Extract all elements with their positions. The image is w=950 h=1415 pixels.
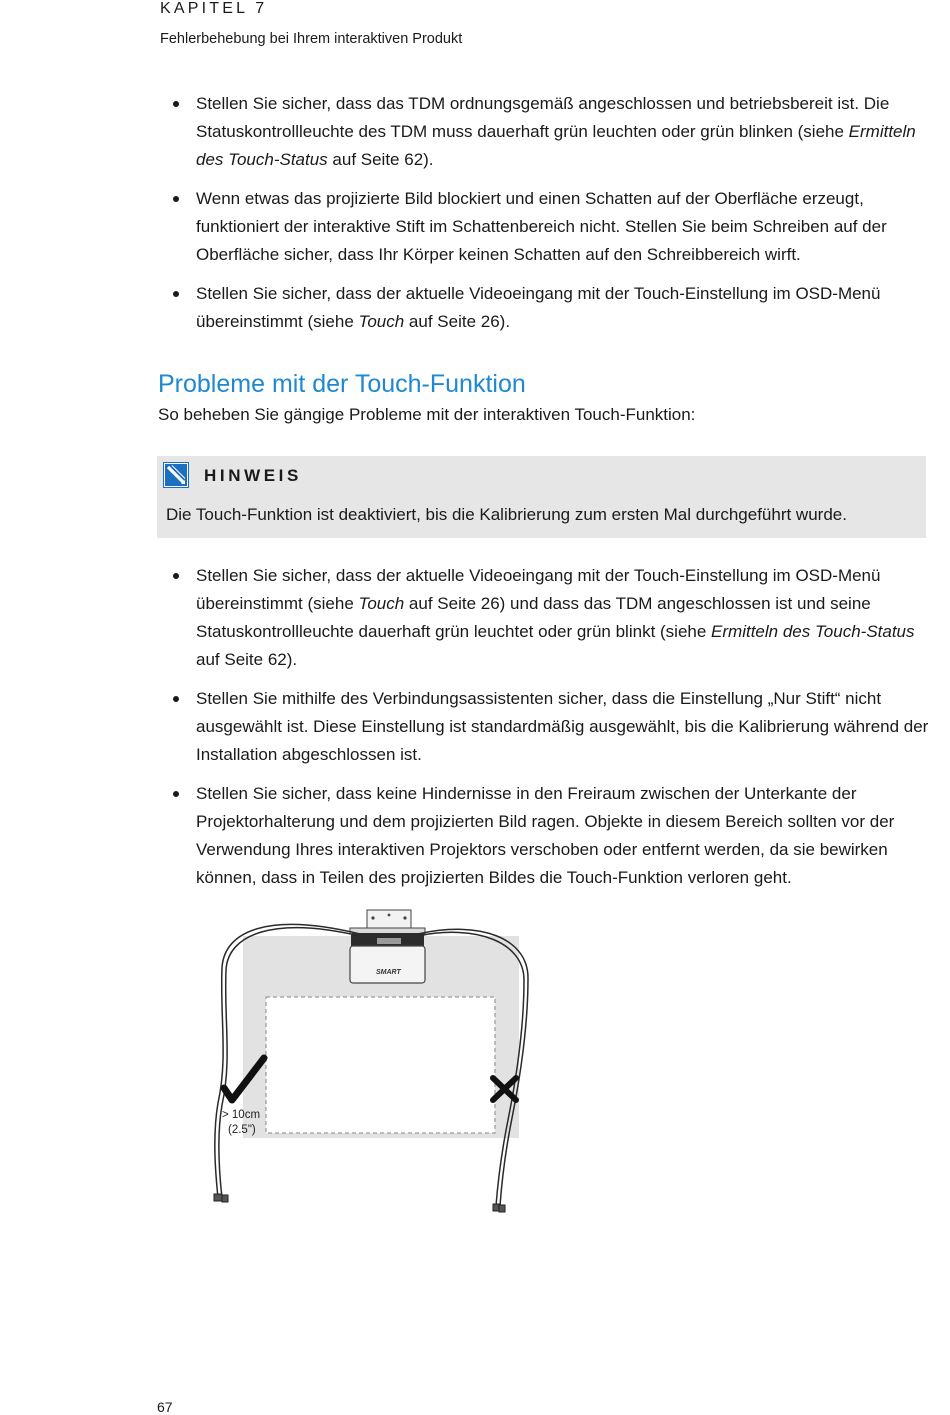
bullet-icon <box>173 196 179 202</box>
projector-body <box>350 946 425 983</box>
list-item: Wenn etwas das projizierte Bild blockiert und einen Schatten auf der Oberfläche erzeugt, funktioniert der interaktive Stift im Schattenbereich nicht. Stellen Sie beim Schreiben auf der Oberfläche sicher, dass Ihr Körper keinen Schatten auf den Schreibbereich wirft. <box>160 185 930 269</box>
bullet-icon <box>173 696 179 702</box>
bullet-icon <box>173 291 179 297</box>
note-title: HINWEIS <box>204 466 302 485</box>
cross-reference-link[interactable]: Touch <box>358 312 405 331</box>
chapter-title: Fehlerbehebung bei Ihrem interaktiven Produkt <box>160 31 463 47</box>
list-item: Stellen Sie mithilfe des Verbindungsassistenten sicher, dass die Einstellung „Nur Stift“ nicht ausgewählt ist. Diese Einstellung ist standardmäßig ausgewählt, bis die Kalibrierung während der Installation abgeschlossen ist. <box>160 685 930 769</box>
projector-brand-label: SMART <box>376 969 401 976</box>
chapter-label: KAPITEL 7 <box>160 0 268 17</box>
list-item: Stellen Sie sicher, dass der aktuelle Videoeingang mit der Touch-Einstellung im OSD-Menü übereinstimmt (siehe Touch auf Seite 26) und dass das TDM angeschlossen ist und seine Statuskontrollleuchte dauerhaft grün leuchtet oder grün blinkt (siehe Ermitteln des Touch-Status auf Seite 62). <box>160 562 930 674</box>
list-item: Stellen Sie sicher, dass keine Hindernisse in den Freiraum zwischen der Unterkante der Projektorhalterung und dem projizierten Bild ragen. Objekte in diesem Bereich sollten vor der Verwendung Ihres interaktiven Projektors verschoben oder entfernt werden, da sie bewirken können, dass in Teilen des projizierten Bildes die Touch-Funktion verloren geht. <box>160 780 930 892</box>
note-text: Die Touch-Funktion ist deaktiviert, bis die Kalibrierung zum ersten Mal durchgeführt wurde. <box>166 505 847 524</box>
bullet-icon <box>173 101 179 107</box>
note-box <box>157 456 926 538</box>
section-heading: Probleme mit der Touch-Funktion <box>158 370 526 398</box>
troubleshooting-list-1 <box>160 90 930 347</box>
troubleshooting-list-2 <box>160 562 930 903</box>
bullet-icon <box>173 791 179 797</box>
clearance-metric-label: > 10cm <box>222 1109 261 1121</box>
cross-reference-link[interactable]: Ermitteln des Touch-Status <box>711 622 915 641</box>
cross-reference-link[interactable]: Touch <box>358 594 405 613</box>
clearance-imperial-label: (2.5") <box>228 1124 256 1136</box>
section-intro: So beheben Sie gängige Probleme mit der interaktiven Touch-Funktion: <box>158 405 696 424</box>
bullet-icon <box>173 573 179 579</box>
list-item: Stellen Sie sicher, dass der aktuelle Videoeingang mit der Touch-Einstellung im OSD-Menü übereinstimmt (siehe Touch auf Seite 26). <box>160 280 930 336</box>
projected-image-area <box>266 997 495 1133</box>
pencil-note-icon <box>163 462 189 493</box>
cross-reference-link[interactable]: Ermitteln des Touch-Status <box>196 122 916 169</box>
page-number: 67 <box>157 1399 173 1415</box>
projector-clearance-illustration <box>210 908 530 1223</box>
list-item: Stellen Sie sicher, dass das TDM ordnungsgemäß angeschlossen und betriebsbereit ist. Die Statuskontrollleuchte des TDM muss dauerhaft grün leuchten oder grün blinken (siehe Ermitteln des Touch-Status auf Seite 62). <box>160 90 930 174</box>
